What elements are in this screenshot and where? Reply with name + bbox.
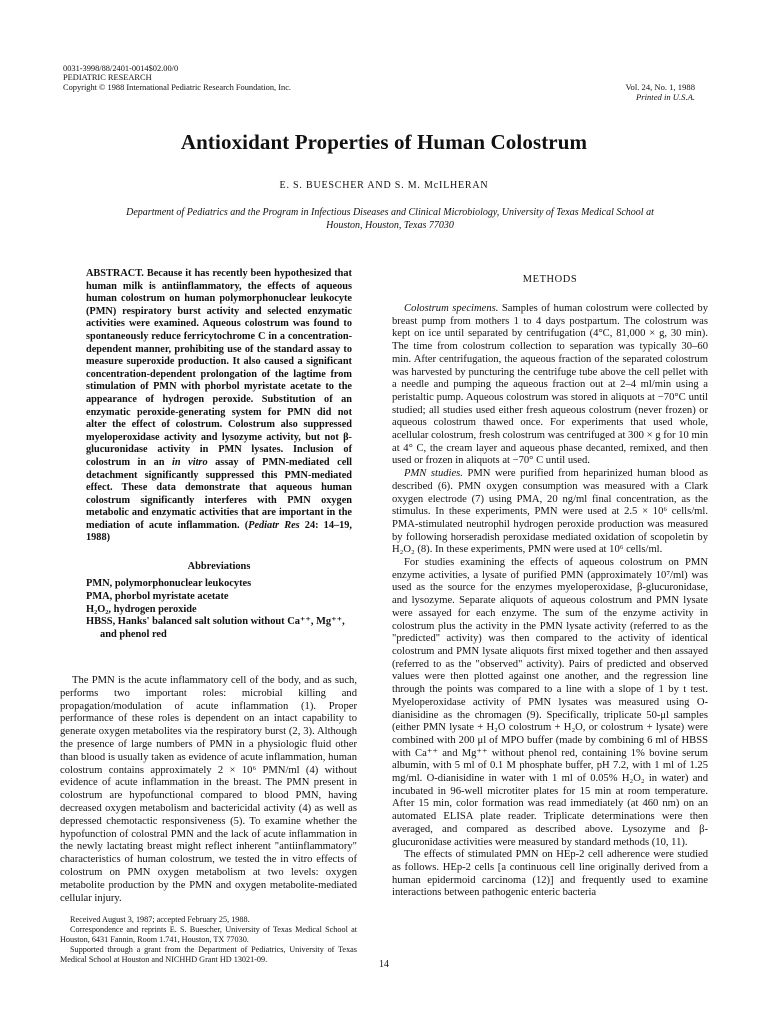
- footnote-correspondence: Correspondence and reprints E. S. Buescher, University of Texas Medical School at Houston, 6431 Fannin, Room 1.741, Houston, TX 77030.: [60, 925, 357, 944]
- volume-info: [625, 82, 695, 102]
- introduction-paragraph: The PMN is the acute inflammatory cell of the body, and as such, performs two important roles: microbial killing and propagation/modulation of acute inflammation (1). Proper performance of these roles is dependent on an intact capability to generate oxygen metabolites via the respiratory burst (2, 3). Although the presence of large numbers of PMN in a physiologic fluid other than blood is usually taken as evidence of acute inflammation, human colostrum contains approximately 2 × 10⁶ PMN/ml (4) without evidence of acute inflammation in the breast. The PMN present in colostrum are hypofunctional compared to blood PMN, having decreased oxygen metabolism and bactericidal activity (4) as well as depressed chemotactic responsiveness (5). To examine whether the hypofunction of colostral PMN and the lack of acute inflammation in the newly lactating breast might reflect inherent "antiinflammatory" characteristics of human colostrum, we tested the in vitro effects of colostrum on PMN oxygen metabolism at two levels: oxygen metabolite production by the PMN and oxygen metabolite-mediated cellular injury.: [60, 675, 357, 904]
- abbreviations-list: [86, 578, 352, 642]
- abbreviations-title: Abbreviations: [187, 561, 251, 573]
- abbreviation-item: PMA, phorbol myristate acetate: [86, 590, 229, 602]
- affiliation: Department of Pediatrics and the Program in Infectious Diseases and Clinical Microbiology, University of Texas Medical School at Houston, Houston, Texas 77030: [126, 207, 654, 231]
- journal-name: PEDIATRIC RESEARCH: [63, 73, 152, 83]
- introduction-column: [60, 675, 357, 964]
- authors: E. S. BUESCHER AND S. M. McILHERAN: [279, 180, 489, 191]
- methods-paragraph: Colostrum specimens. Samples of human colostrum were collected by breast pump from mothers 1 to 4 days postpartum. The colostrum was kept on ice until separated by centrifugation (4°C, 81,000 × g, 30 min). The time from colostrum collection to separation was typically 30–60 min. After centrifugation, the aqueous fraction of the separated colostrum was harvested by puncturing the centrifuge tube above the cell pellet with a needle and pumping the aqueous fraction out at 2–4 ml/min using a peristaltic pump. Aqueous colostrum was stored in aliquots at −70°C until studied; all studies used either fresh aqueous colostrum (never frozen) or aqueous colostrum thawed once. For experiments that used whole, acellular colostrum, fresh colostrum was centrifuged at 300 × g for 10 min at 4° C, the cream layer and aqueous phase decanted, remixed, and then used or frozen in aliquots at −70° C until used.: [392, 303, 708, 467]
- abbreviation-item: HBSS, Hanks' balanced salt solution without Ca⁺⁺, Mg⁺⁺, and phenol red: [86, 616, 345, 641]
- printed-line: Printed in U.S.A.: [636, 92, 695, 102]
- methods-paragraph: The effects of stimulated PMN on HEp-2 cell adherence were studied as follows. HEp-2 cells [a continuous cell line originally derived from a human epidermoid carcinoma (12)] and frequently used to examine interactions between pathogenic enteric bacteria: [392, 849, 708, 899]
- abstract: ABSTRACT. Because it has recently been hypothesized that human milk is antiinflammatory, the effects of aqueous human colostrum on human polymorphonuclear leukocyte (PMN) respiratory burst activity and selected enzymatic activities were examined. Aqueous colostrum was found to spontaneously reduce ferricytochrome C in a concentration-dependent manner, prohibiting use of the standard assay to measure superoxide production. It also caused a significant concentration-dependent prolongation of the lagtime from stimulation of PMN with phorbol myristate acetate to the appearance of hydrogen peroxide. Substitution of an enzymatic peroxide-generating system for PMN did not alter the effect of colostrum. Colostrum also suppressed myeloperoxidase activity and lysozyme activity, but not β-glucuronidase activity in PMN lysates. Inclusion of colostrum in an in vitro assay of PMN-mediated cell detachment significantly suppressed this PMN-mediated effect. These data demonstrate that aqueous human colostrum significantly interferes with PMN oxygen metabolic and enzymatic activities that are important in the mediation of acute inflammation. (Pediatr Res 24: 14–19, 1988): [86, 268, 353, 544]
- doi-line: 0031-3998/88/2401-0014$02.00/0: [63, 64, 179, 73]
- abstract-label: ABSTRACT.: [86, 268, 144, 279]
- article-title: Antioxidant Properties of Human Colostrum: [180, 130, 588, 154]
- page-number: 14: [379, 959, 389, 970]
- methods-paragraph: For studies examining the effects of aqueous colostrum on PMN enzyme activities, a lysate of purified PMN (approximately 10⁷/ml) was used as the source for the enzymes myeloperoxidase, β-glucuronidase, and lysozyme. Separate aliquots of aqueous colostrum and PMN lysate were assayed for each enzyme. The sum of the enzyme activity in colostrum plus the activity in the PMN lysate activity (referred to as the "predicted" activity) was then compared to the activity of identical colostrum and PMN lysate aliquots first mixed together and then assayed (referred to as the "observed" activity). Pairs of predicted and observed values were then plotted against one another, and the regression line through the points was compared to a line with a slope of 1 by t test. Myeloperoxidase activity of PMN lysates was measured using O-dianisidine as the chromagen (9). Specifically, triplicate 50-μl samples (either PMN lysate + H₂O colostrum + H₂O, or colostrum + lysate) were combined with 200 μl of MPO buffer (made by combining 6 ml of HBSS with Ca⁺⁺ and Mg⁺⁺ without phenol red, containing 1% bovine serum albumin, with 5 ml of 0.1 M phosphate buffer, pH 7.2, with 1 ml of 1.25 mg/ml. O-dianisidine in water with 1 ml of 0.05% H₂O₂ in water) and incubated in 96-well microtiter plates for 15 min at room temperature. After 15 min, color formation was read immediately (at 460 nm) on an automated ELISA plate reader. Triplicate determinations were then averaged, and compared as described above. Lysozyme and β-glucuronidase activities were measured by standard methods (10, 11).: [392, 557, 708, 848]
- abstract-column: [86, 268, 352, 642]
- methods-column: [392, 274, 708, 900]
- journal-header: [63, 64, 291, 92]
- footnotes: [60, 915, 357, 964]
- footnote-received: Received August 3, 1987; accepted February 25, 1988.: [70, 915, 250, 925]
- methods-heading: METHODS: [522, 274, 578, 285]
- abbreviation-item: H₂O₂, hydrogen peroxide: [86, 603, 197, 615]
- copyright-line: Copyright © 1988 International Pediatric Research Foundation, Inc.: [63, 82, 292, 92]
- volume-line: Vol. 24, No. 1, 1988: [625, 82, 695, 92]
- abbreviation-item: PMN, polymorphonuclear leukocytes: [86, 578, 252, 590]
- footnote-support: Supported through a grant from the Department of Pediatrics, University of Texas Medical School at Houston and NICHHD Grant HD 13021-09.: [60, 944, 357, 964]
- methods-paragraph: PMN studies. PMN were purified from heparinized human blood as described (6). PMN oxygen consumption was measured with a Clark oxygen electrode (7) using PMA, 20 ng/ml final concentration, as the stimulus. In these experiments, PMN were used at 2.5 × 10⁶ cells/ml. PMA-stimulated neutrophil hydrogen peroxide production was measured by following horseradish peroxidase mediated oxidation of scopoletin by H₂O₂ (8). In these experiments, PMN were used at 10⁶ cells/ml.: [392, 468, 708, 556]
